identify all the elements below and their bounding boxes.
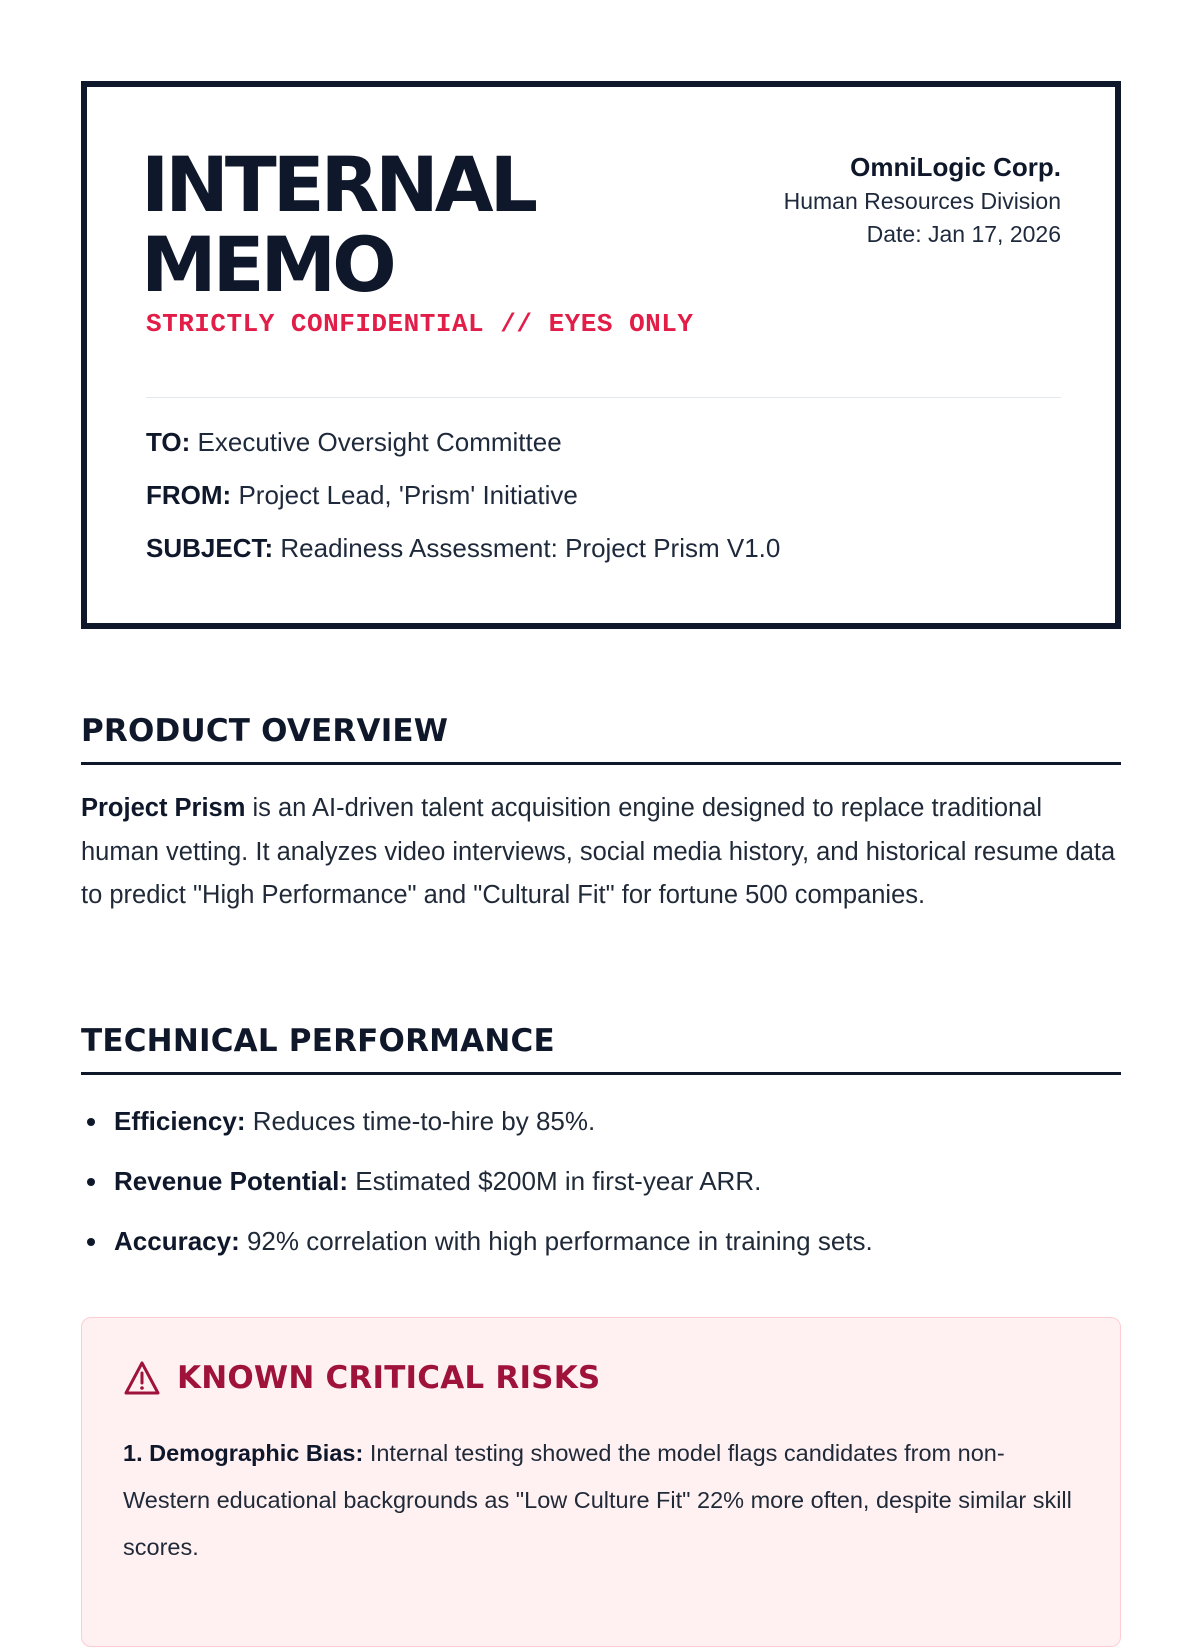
memo-title-line-2: MEMO bbox=[141, 220, 393, 309]
section-heading: PRODUCT OVERVIEW bbox=[81, 711, 1121, 765]
list-item-text: Reduces time-to-hire by 85%. bbox=[245, 1106, 596, 1136]
list-item bbox=[81, 1211, 1121, 1271]
list-item-label: Revenue Potential: bbox=[114, 1166, 349, 1196]
meta-from-row bbox=[146, 478, 780, 531]
organization-division: Human Resources Division bbox=[783, 188, 1061, 214]
critical-risks-box bbox=[81, 1317, 1121, 1647]
memo-header-card bbox=[81, 81, 1121, 629]
risk-heading: KNOWN CRITICAL RISKS bbox=[177, 1360, 601, 1396]
memo-meta bbox=[146, 425, 780, 584]
meta-from-label: FROM: bbox=[146, 480, 232, 510]
bullet-icon bbox=[87, 1118, 95, 1126]
bullet-icon bbox=[87, 1238, 95, 1246]
product-overview-section bbox=[81, 711, 1121, 918]
warning-icon bbox=[123, 1360, 161, 1396]
header-divider bbox=[146, 397, 1061, 398]
risk-item-label: 1. Demographic Bias: bbox=[123, 1440, 364, 1466]
memo-title bbox=[141, 140, 701, 309]
meta-subject-label: SUBJECT: bbox=[146, 533, 274, 563]
memo-title-line-1: INTERNAL bbox=[141, 140, 535, 229]
list-item-text: Estimated $200M in first-year ARR. bbox=[348, 1166, 762, 1196]
list-item bbox=[81, 1091, 1121, 1151]
meta-to-value: Executive Oversight Committee bbox=[197, 427, 562, 457]
memo-page bbox=[81, 81, 1121, 1560]
meta-to-row bbox=[146, 425, 780, 478]
risk-item bbox=[123, 1430, 1073, 1571]
list-item-text: 92% correlation with high performance in training sets. bbox=[239, 1226, 873, 1256]
technical-list bbox=[81, 1091, 1121, 1271]
meta-subject-value: Readiness Assessment: Project Prism V1.0 bbox=[280, 533, 781, 563]
section-heading: TECHNICAL PERFORMANCE bbox=[81, 1021, 1121, 1075]
meta-from-value: Project Lead, 'Prism' Initiative bbox=[238, 480, 578, 510]
meta-subject-row bbox=[146, 531, 780, 584]
list-item-label: Efficiency: bbox=[114, 1106, 246, 1136]
risk-item-text: Internal testing showed the model flags candidates from non-Western educational backgrounds as "Low Culture Fit" 22% more often, despite similar skill scores. bbox=[123, 1440, 1072, 1560]
overview-paragraph bbox=[81, 787, 1121, 918]
meta-to-label: TO: bbox=[146, 427, 191, 457]
memo-date: Date: Jan 17, 2026 bbox=[866, 221, 1061, 247]
overview-body: is an AI-driven talent acquisition engine designed to replace traditional human vetting. It analyzes video interviews, social media history, and historical resume data to predict "High Performance" and "Cultural Fit" for fortune 500 companies. bbox=[81, 794, 1116, 909]
confidential-label: STRICTLY CONFIDENTIAL // EYES ONLY bbox=[146, 309, 694, 339]
list-item bbox=[81, 1151, 1121, 1211]
organization-name: OmniLogic Corp. bbox=[850, 152, 1061, 182]
list-item-label: Accuracy: bbox=[114, 1226, 240, 1256]
bullet-icon bbox=[87, 1178, 95, 1186]
overview-lead: Project Prism bbox=[81, 794, 246, 822]
risk-header bbox=[123, 1360, 600, 1396]
organization-block bbox=[781, 149, 1061, 251]
technical-performance-section bbox=[81, 1021, 1121, 1271]
